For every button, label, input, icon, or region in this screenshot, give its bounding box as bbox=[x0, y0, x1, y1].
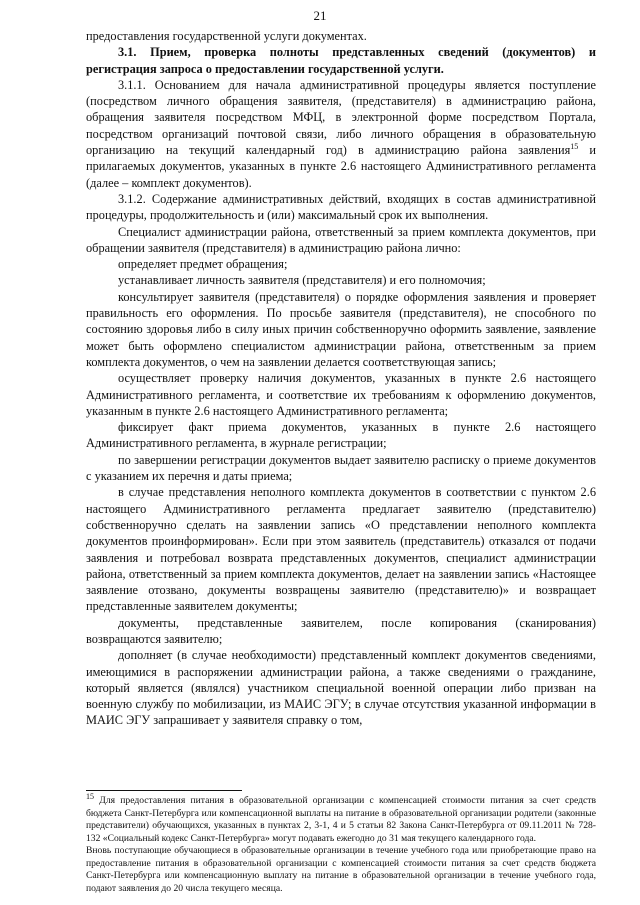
paragraph: предоставления государственной услуги документах. bbox=[86, 29, 367, 43]
document-body bbox=[86, 28, 596, 729]
paragraph: 3.1.2. Содержание административных действий, входящих в состав административной процедуры, продолжительность и (или) максимальный срок их выполнения. bbox=[86, 191, 596, 223]
paragraph: 3.1.1. Основанием для начала административной процедуры является поступление (посредством личного обращения заявителя, (представителя) в администрацию района, обращения заявителя посредством МФЦ, в электронной форме посредством Портала, посредством организаций почтовой связи, либо личного обращения в образовательную организацию на текущий календарный год) в администрацию района заявления$^{15}$ и прилагаемых документов, указанных в пункте 2.6 настоящего Административного регламента (далее – комплект документов). bbox=[86, 77, 596, 190]
footnote: $^{15}$ Для предоставления питания в образовательной организации с компенсацией стоимости питания за счет средств бюджета Санкт-Петербурга или компенсационной выплаты на питание в образовательной организации родители (законные представители) обучающихся, указанных в пунктах 2, 3-1, 4 и 5 статьи 82 Закона Санкт-Петербурга от 09.11.2011 № 728-132 «Социальный кодекс Санкт-Петербурга» могут подавать ежегодно до 31 мая текущего календарного года. bbox=[86, 791, 596, 844]
paragraph: Специалист администрации района, ответственный за прием комплекта документов, при обращении заявителя (представителя) в администрацию района лично: bbox=[86, 224, 596, 255]
paragraph: в случае представления неполного комплекта документов в соответствии с пунктом 2.6 настоящего Административного регламента предлагает заявителю (представителю) собственноручно сделать на заявлении запись «О представлении неполного комплекта документов проинформирован». Если при этом заявитель (представитель) отказался от подачи заявления и потребовал возврата представленных документов, специалист администрации района, ответственный за прием комплекта документов, делает на заявлении запись «Настоящее заявление отозвано, документы возвращены заявителю (представителю)» и возвращает представленные заявителем документы; bbox=[86, 485, 596, 614]
paragraph: осуществляет проверку наличия документов, указанных в пункте 2.6 настоящего Административного регламента, и соответствие их требованиям к оформлению документов, указанным в пункте 2.6 настоящего Административного регламента; bbox=[86, 371, 596, 418]
footnote-divider bbox=[86, 790, 242, 791]
footnote-marker: 15 bbox=[86, 791, 94, 801]
paragraph: определяет предмет обращения; bbox=[118, 257, 288, 272]
footnote-ref: 15 bbox=[570, 141, 579, 151]
paragraph: устанавливает личность заявителя (представителя) и его полномочия; bbox=[118, 273, 486, 288]
paragraph: консультирует заявителя (представителя) о порядке оформления заявления и проверяет правильность его оформления. По просьбе заявителя (представителя), не способного по состоянию здоровья либо в силу иных причин собственноручно оформить заявление, заявление может быть оформлено специалистом администрации района, ответственным за прием комплекта документов, о чем на заявлении делается соответствующая запись; bbox=[86, 289, 596, 369]
footnote-continuation: Вновь поступающие обучающиеся в образовательные организации в течение учебного года или приобретающие право на предоставление питания в образовательной организации с компенсацией стоимости питания за счет средств бюджета Санкт-Петербурга или компенсационную выплату на питание в образовательной организации в течение учебного года, подают заявления до 20 числа текущего месяца. bbox=[86, 845, 596, 894]
paragraph: по завершении регистрации документов выдает заявителю расписку о приеме документов с указанием их перечня и даты приема; bbox=[86, 452, 596, 484]
section-heading: 3.1. Прием, проверка полноты представленных сведений (документов) и регистрация запроса о предоставлении государственной услуги. bbox=[86, 45, 596, 76]
paragraph: документы, представленные заявителем, после копирования (сканирования) возвращаются заявителю; bbox=[86, 615, 596, 646]
page-number: 21 bbox=[313, 8, 327, 23]
paragraph: дополняет (в случае необходимости) представленный комплект документов сведениями, имеющимися в распоряжении администрации района, а также сведениями о гражданине, который является (являлся) участником специальной военной операции либо призван на военную службу по мобилизации, из МАИС ЭГУ; в случае отсутствия указанной информации в МАИС ЭГУ запрашивает у заявителя справку о том, bbox=[86, 648, 596, 728]
footnotes bbox=[86, 791, 596, 895]
paragraph: фиксирует факт приема документов, указанных в пункте 2.6 настоящего Административного регламента, в журнале регистрации; bbox=[86, 420, 596, 451]
